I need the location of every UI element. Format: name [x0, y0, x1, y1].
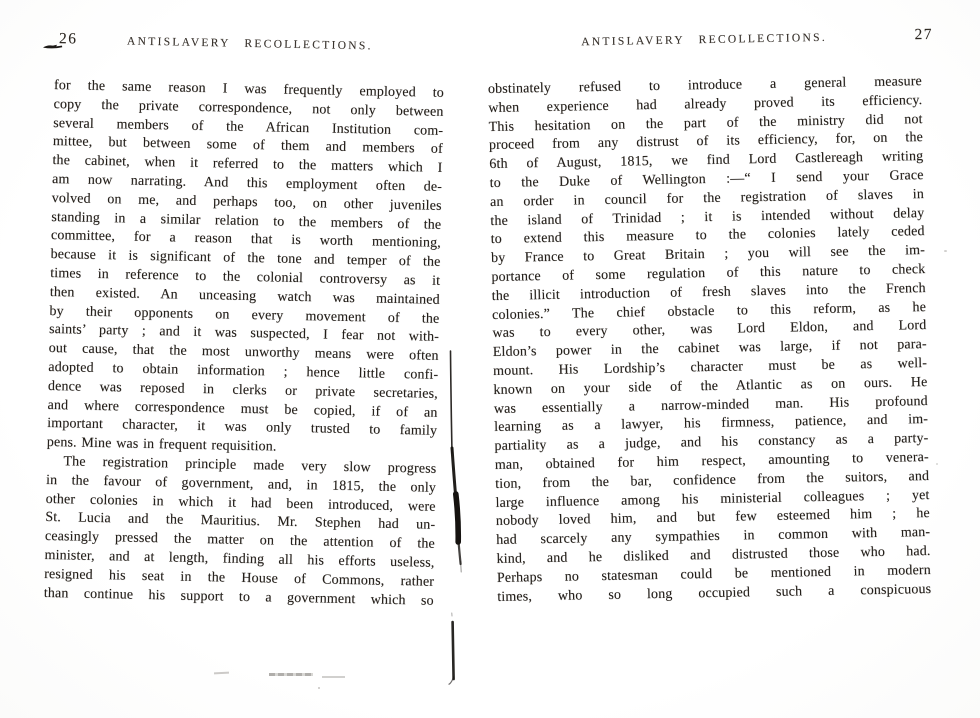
text-line: the island of Trinidad ; it is intended without delay: [490, 205, 925, 229]
text-line: obstinately refused to introduce a general measure: [487, 74, 923, 97]
text-line: to extend this measure to the colonies lately ceded: [490, 224, 925, 248]
text-line: to the Duke of Wellington :—“ I send your Grace: [489, 168, 924, 191]
page-left: [43, 30, 445, 611]
running-header: ANTISLAVERY RECOLLECTIONS.: [126, 35, 373, 53]
text-line: adopted to obtain information ; hence little confi-: [48, 359, 439, 383]
text-line: kind, and he disliked and distrusted those who had.: [496, 543, 931, 567]
text-line: ceasingly pressed the matter on the attention of the: [44, 529, 435, 552]
text-line: was essentially a narrow-minded man. His profound: [493, 393, 928, 417]
text-line: nobody loved him, and but few esteemed him ; he: [495, 506, 930, 530]
text-line: by France to Great Britain ; you will see the im-: [490, 243, 926, 267]
text-line: known on your side of the Atlantic as on ours. He: [493, 374, 928, 398]
smudge-mark: [269, 673, 313, 676]
text-line: an order in council for the registration of slaves in: [489, 186, 925, 210]
text-line: volved on me, and perhaps too, on other juveniles: [51, 190, 442, 214]
text-line: was to every other, was Lord Eldon, and Lord: [492, 318, 927, 342]
text-line: mittee, but between some of them and members of: [52, 134, 443, 158]
text-line: by their opponents on every movement of the: [49, 303, 440, 327]
text-line: 6th of August, 1815, we find Lord Castlereagh writing: [489, 149, 924, 173]
text-line: and where correspondence must be copied, if of an: [47, 397, 438, 421]
text-line: standing in a similar relation to the members of the: [51, 209, 442, 233]
text-line: times, who so long occupied such a conspicuous: [497, 581, 932, 605]
text-line: committee, for a reason that is worth mentioning,: [50, 228, 442, 252]
text-line: when experience had already proved its efficiency.: [488, 92, 923, 116]
text-line: than continue his support to a government which so: [43, 585, 434, 609]
text-line: the illicit introduction of fresh slaves into the French: [491, 280, 926, 304]
text-line: pens. Mine was in frequent requisition.: [46, 435, 277, 455]
text-line: in the favour of government, and, in 1815, the only: [45, 472, 437, 496]
running-header: ANTISLAVERY RECOLLECTIONS.: [581, 31, 828, 49]
text-line: had scarcely any sympathies in common with man-: [496, 525, 931, 549]
text-line: tion, from the bar, confidence from the suitors, and: [495, 468, 930, 492]
text-line: several members of the African Institution com-: [53, 115, 444, 139]
text-line: dence was reposed in clerks or private secretaries,: [47, 378, 439, 402]
smudge-mark: [322, 676, 345, 678]
text-line: because it is significant of the tone and temper of the: [50, 247, 441, 270]
speck: [944, 250, 947, 252]
text-line: minister, and at length, finding all his efforts useless,: [44, 547, 435, 571]
page-right-body: [488, 73, 932, 607]
text-line: copy the private correspondence, not only between: [53, 96, 444, 120]
smudge-mark: [214, 672, 229, 675]
text-line: the cabinet, when it referred to the matters which I: [52, 153, 443, 176]
text-line: partiality as a judge, and his constancy as a party-: [494, 431, 929, 455]
text-line: am now narrating. And this employment often de-: [51, 171, 443, 195]
text-line: saints’ party ; and it was suspected, I fear not with-: [48, 322, 440, 346]
text-line: resigned his seat in the House of Commons, rather: [44, 566, 435, 590]
text-line: then existed. An unceasing watch was maintained: [49, 284, 440, 308]
text-line: colonies.” The chief obstacle to this reform, as he: [491, 299, 927, 323]
gutter-shadow: [435, 348, 475, 693]
text-line: learning as a lawyer, his firmness, patience, and im-: [494, 412, 929, 436]
text-line: proceed from any distrust of its efficiency, for, on the: [488, 130, 924, 154]
text-line: Eldon’s power in the cabinet was large, if not para-: [492, 337, 927, 361]
text-line: large influence among his ministerial colleagues ; yet: [495, 487, 930, 511]
text-line: important character, it was only trusted to family: [47, 416, 438, 440]
text-line: other colonies in which it had been introduced, were: [45, 491, 436, 515]
text-line: man, obtained for him respect, amounting to venera-: [494, 449, 929, 473]
text-line: This hesitation on the part of the ministry did not: [488, 111, 923, 135]
text-line: St. Lucia and the Mauritius. Mr. Stephen had un-: [45, 510, 436, 534]
page-right: [487, 25, 934, 607]
text-line: times in reference to the colonial controversy as it: [50, 265, 441, 289]
speck: [936, 463, 938, 465]
page-left-header: [55, 30, 445, 62]
page-right-header: [487, 25, 934, 58]
text-line: The registration principle made very slow progress: [63, 454, 437, 477]
text-line: mount. His Lordship’s character must be as well-: [492, 355, 928, 379]
speck: [318, 687, 320, 689]
page-left-body: [44, 77, 444, 611]
text-line: Perhaps no statesman could be mentioned in modern: [496, 562, 931, 586]
page-number: 26: [58, 30, 78, 48]
text-line: for the same reason I was frequently employed to: [53, 77, 445, 101]
text-line: portance of some regulation of this nature to check: [491, 261, 926, 285]
text-line: out cause, that the most unworthy means were often: [48, 341, 439, 364]
page-number: 27: [914, 25, 934, 44]
